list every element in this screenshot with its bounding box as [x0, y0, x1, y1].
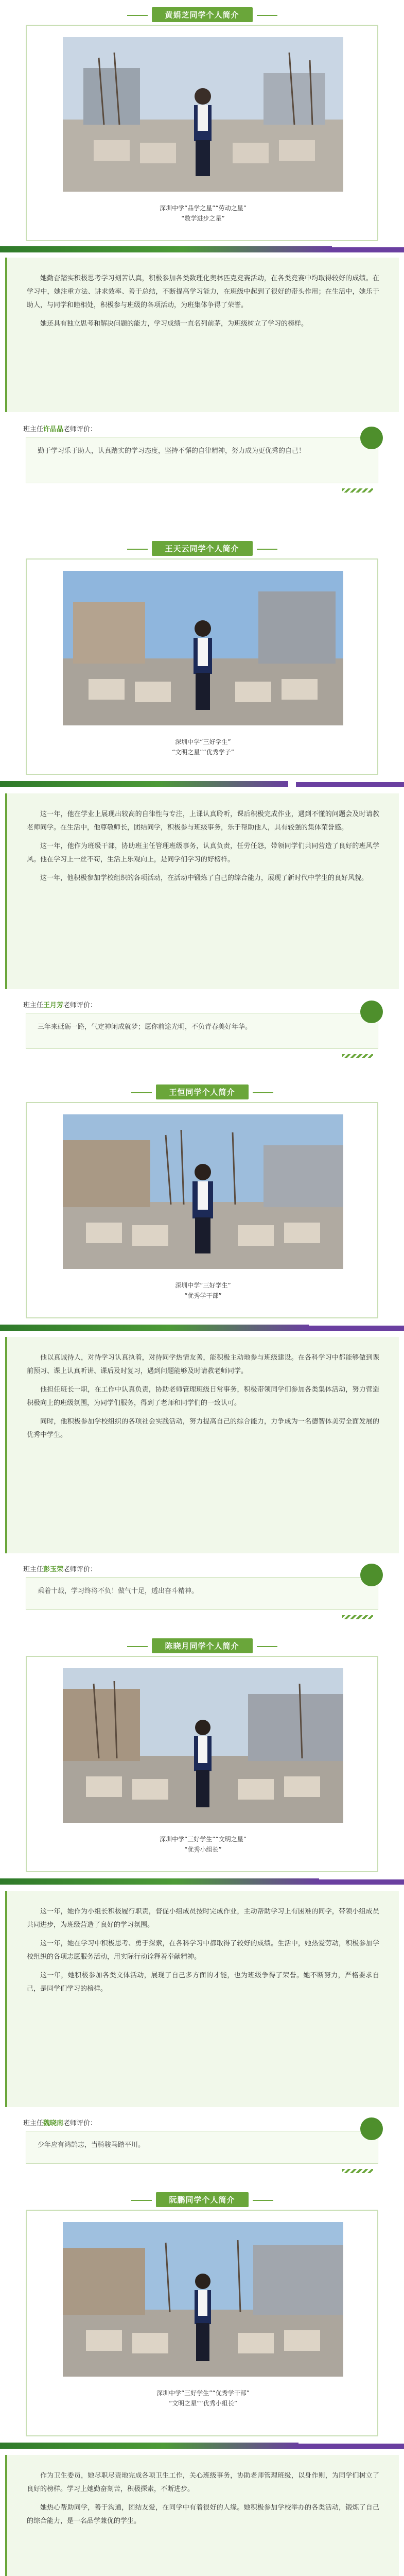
decor-dot	[360, 1564, 383, 1586]
intro-paragraph: 她勤奋踏实积极思考学习刻苦认真，积极参加各类数理化奥林匹克竞赛活动，在各类竞赛中均取得较好的成绩。在学习中，她注重方法、讲求效率、善于总结，不断提高学习能力，在班级中起到了很好的带头作用；在生活中，她乐于助人，与同学和睦相处，积极参与班级的各项活动，为班集体争得了荣誉。	[27, 275, 379, 309]
caption-line-1: 深圳中学“三好学生”“优秀学干部”	[156, 2389, 250, 2397]
divider-band	[0, 1325, 309, 1331]
caption-line-2: “文明之星”“优秀学子”	[172, 749, 234, 756]
photo-card	[26, 1102, 378, 1318]
section-title: 王恒同学个人简介	[155, 1084, 248, 1099]
intro-paragraph: 她还具有独立思考和解决问题的能力，学习成绩一直名列前茅，为班级树立了学习的榜样。	[40, 320, 308, 328]
intro-paragraph: 他担任班长一职，在工作中认真负责，协助老师管理班级日常事务，积极带领同学们参加各类集体活动，努力营造积极向上的班级氛围，为同学们服务，得到了老师和同学们的一致认可。	[27, 1386, 379, 1407]
divider-band-end	[332, 247, 404, 252]
photo-card	[26, 2210, 378, 2436]
section-title: 阮鹏同学个人简介	[155, 2192, 248, 2207]
intro-paragraph: 作为卫生委员，她尽职尽责地完成各项卫生工作，关心班级事务，协助老师管理班级，以身作则，为同学们树立了良好的榜样。学习上她勤奋刻苦，积极探索，不断进步。	[27, 2472, 379, 2493]
caption-line-1: 深圳中学“品学之星”“劳动之星”	[160, 205, 247, 212]
divider-band	[0, 1878, 319, 1885]
intro-paragraph: 这一年，她积极参加各类文体活动，展现了自己多方面的才能，也为班级争得了荣誉。她不断努力，严格要求自己，是同学们学习的榜样。	[27, 1972, 379, 1993]
intro-paragraph: 这一年，他在学业上展现出较高的自律性与专注，上课认真聆听，课后积极完成作业，遇到不懂的问题会及时请教老师同学。在生活中，他尊敬师长，团结同学，积极参与班级事务，乐于帮助他人，具有较强的集体荣誉感。	[27, 810, 379, 832]
caption-line-1: 深圳中学“三好学生”“文明之星”	[160, 1836, 247, 1843]
intro-paragraph: 这一年，她作为小组长积极履行职责，督促小组成员按时完成作业，主动帮助学习上有困难的同学，带领小组成员共同进步，为班级营造了良好的学习氛围。	[27, 1908, 379, 1929]
student-photo	[63, 1114, 343, 1269]
evaluation-label: 班主任魏晓南老师评价：	[23, 2120, 97, 2127]
section-title: 陈晓月同学个人简介	[151, 1638, 252, 1653]
divider-band	[0, 781, 288, 787]
divider-band-end	[309, 1326, 404, 1331]
intro-paragraph: 同时，他积极参加学校组织的各项社会实践活动，努力提高自己的综合能力，力争成为一名德智体美劳全面发展的优秀中学生。	[27, 1418, 379, 1439]
photo-card	[26, 25, 378, 241]
decor-dot	[360, 1001, 383, 1023]
intro-paragraph: 她热心帮助同学，善于沟通，团结友爱，在同学中有着很好的人缘。她积极参加学校举办的各类活动，锻炼了自己的综合能力，是一名品学兼优的学生。	[27, 2504, 379, 2525]
section-title: 黄娟芝同学个人简介	[151, 7, 252, 22]
caption-line-2: “数学进步之星”	[181, 215, 225, 222]
divider-band-end	[319, 1879, 404, 1885]
decor-stripes	[342, 488, 373, 493]
decor-dot	[360, 2117, 383, 2140]
student-photo	[63, 37, 343, 192]
intro-text-box	[5, 1337, 399, 1553]
decor-dot	[360, 427, 383, 449]
student-photo	[63, 2222, 343, 2377]
decor-stripes	[342, 1054, 373, 1058]
intro-text-box	[5, 2455, 399, 2576]
intro-paragraph: 这一年，他积极参加学校组织的各项活动，在活动中锻炼了自己的综合能力，展现了新时代中学生的良好风貌。	[40, 874, 368, 882]
intro-paragraph: 他以真诚待人，对待学习认真执着，对待同学热情友善，能积极主动地参与班级建设。在各科学习中都能够做到课前预习、课上认真听讲、课后及时复习，遇到问题能够及时请教老师同学。	[27, 1354, 379, 1375]
student-photo	[63, 571, 343, 725]
caption-line-2: “优秀学干部”	[184, 1292, 222, 1299]
student-photo	[63, 1668, 343, 1823]
caption-line-2: “文明之星”“优秀小组长”	[169, 2400, 237, 2407]
divider-band	[0, 246, 332, 252]
caption-line-2: “优秀小组长”	[184, 1846, 222, 1853]
evaluation-box: 勤于学习乐于助人，认真踏实的学习态度，坚持不懈的自律精神，努力成为更优秀的自己！	[26, 437, 378, 483]
decor-stripes	[342, 2169, 373, 2173]
divider-band-end	[296, 782, 404, 787]
photo-card	[26, 1656, 378, 1872]
caption-line-1: 深圳中学“三好学生”	[175, 1282, 231, 1289]
intro-text-box	[5, 1891, 399, 2107]
divider-band	[0, 2443, 298, 2449]
caption-line-1: 深圳中学“三好学生”	[175, 738, 231, 745]
intro-text-box	[5, 793, 399, 989]
intro-paragraph: 这一年，他作为班级干部，协助班主任管理班级事务，认真负责，任劳任怨，带领同学们共同营造了良好的班风学风。他在学习上一丝不苟，生活上乐观向上，是同学们学习的好榜样。	[27, 842, 379, 863]
evaluation-box: 少年应有鸿鹄志，当骑骏马踏平川。	[26, 2131, 378, 2164]
photo-card	[26, 558, 378, 775]
intro-paragraph: 这一年，她在学习中积极思考、勇于探索，在各科学习中都取得了较好的成绩。生活中，她热爱劳动，积极参加学校组织的各项志愿服务活动，用实际行动诠释着奉献精神。	[27, 1940, 379, 1961]
decor-stripes	[342, 1615, 373, 1619]
evaluation-label: 班主任彭玉荣老师评价：	[23, 1566, 97, 1573]
evaluation-label: 班主任许晶晶老师评价：	[23, 426, 97, 433]
evaluation-box: 乘着十载，学习终将不负！做气十足，透出奋斗精神。	[26, 1577, 378, 1610]
intro-text-box	[5, 258, 399, 412]
divider-band-end	[298, 2444, 404, 2449]
evaluation-box: 三年来砥砺一路，气定神闲成就梦；愿你前途光明，不负青春美好年华。	[26, 1013, 378, 1049]
section-title: 王天云同学个人简介	[151, 541, 252, 556]
evaluation-label: 班主任王月芳老师评价：	[23, 1002, 97, 1009]
